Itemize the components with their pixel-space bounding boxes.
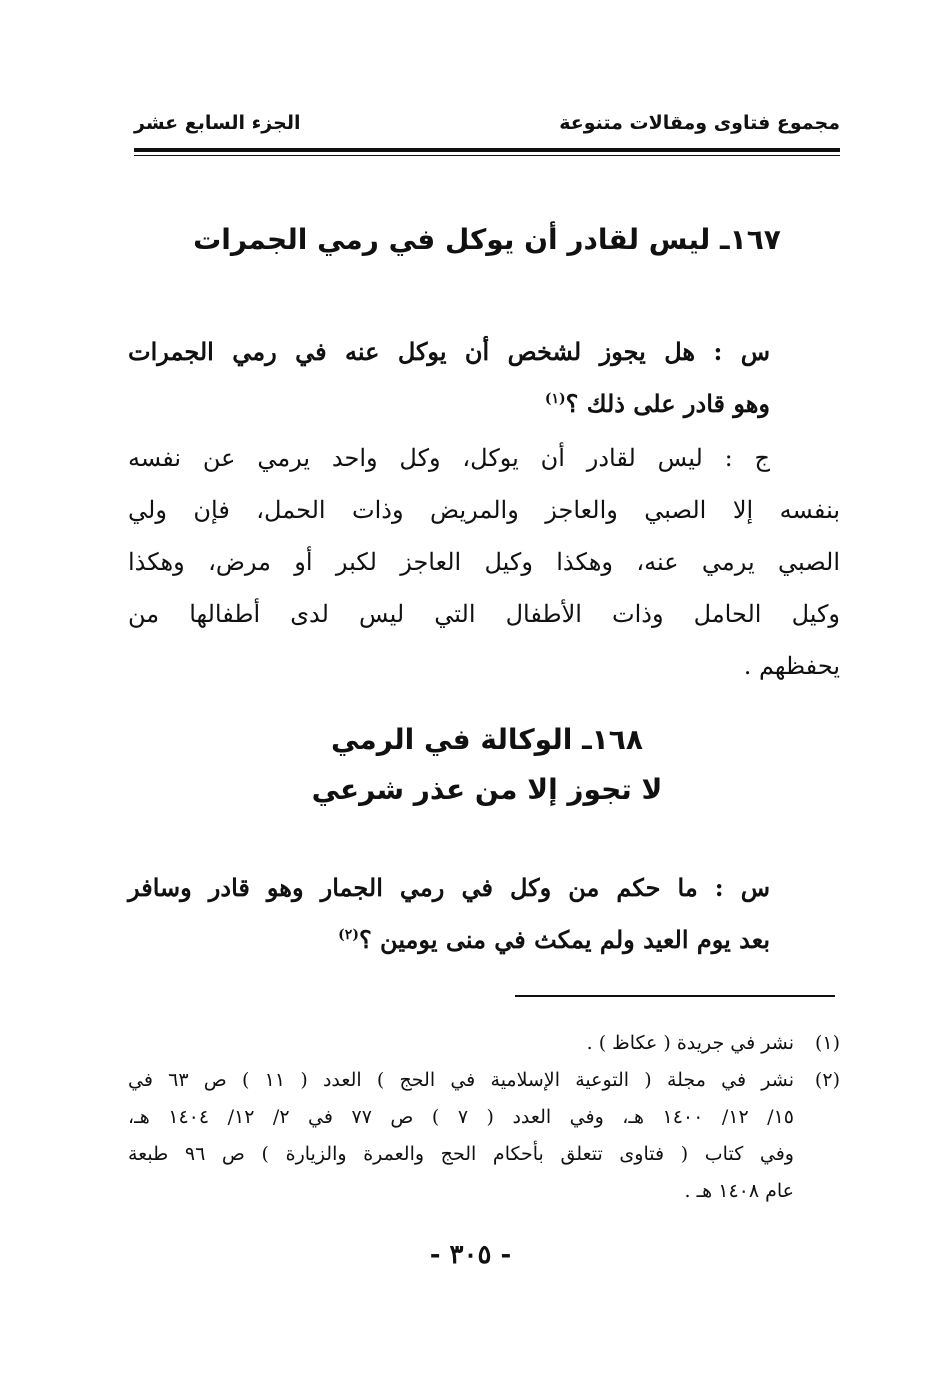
question-line [128, 378, 840, 430]
question-line: س : هل يجوز لشخص أن يوكل عنه في رمي الجمرات [128, 337, 770, 366]
fatwa-168-question [128, 862, 840, 966]
footnotes [128, 1025, 840, 1210]
footnote-ref-2: (٢) [338, 927, 359, 943]
question-line: س : ما حكم من وكل في رمي الجمار وهو قادر وسافر [128, 873, 770, 902]
footnote-separator [515, 995, 835, 997]
book-title: مجموع فتاوى ومقالات متنوعة [559, 112, 840, 134]
answer-line: بنفسه إلا الصبي والعاجز والمريض وذات الحمل، فإن ولي [128, 496, 840, 524]
fatwa-168-title: ١٦٨ـ الوكالة في الرمي [331, 723, 643, 756]
volume-label: الجزء السابع عشر [134, 112, 301, 134]
fatwa-167-title: ١٦٧ـ ليس لقادر أن يوكل في رمي الجمرات [193, 223, 781, 256]
fatwa-168-subtitle: لا تجوز إلا من عذر شرعي [311, 773, 663, 806]
footnote-text: نشر في مجلة ( التوعية الإسلامية في الحج ) العدد ( ١١ ) ص ٦٣ في [128, 1069, 794, 1091]
footnote-number: (١) [814, 1032, 840, 1054]
footnote-text: نشر في جريدة ( عكاظ ) . [586, 1032, 794, 1054]
footnote-2-line [128, 1062, 840, 1099]
footnote-number: (٢) [814, 1069, 840, 1091]
footnote-1 [128, 1025, 840, 1062]
question-text: وهو قادر على ذلك ؟ [565, 389, 770, 418]
footnote-ref-1: (١) [544, 391, 566, 407]
answer-line: يحفظهم . [743, 652, 840, 680]
fatwa-167-answer [128, 432, 840, 692]
footnote-2-line: ١٥/ ١٢/ ١٤٠٠ هـ، وفي العدد ( ٧ ) ص ٧٧ في ٢/ ١٢/ ١٤٠٤ هـ، [128, 1106, 794, 1128]
footnote-2-line: وفي كتاب ( فتاوى تتعلق بأحكام الحج والعمرة والزيارة ) ص ٩٦ طبعة [128, 1143, 794, 1165]
page-number: - ٣٠٥ - [429, 1240, 512, 1270]
running-header [134, 112, 840, 146]
footnote-2-line: عام ١٤٠٨ هـ . [684, 1180, 794, 1202]
question-line [128, 914, 840, 966]
question-text: بعد يوم العيد ولم يمكث في منى يومين ؟ [358, 925, 770, 954]
answer-line: الصبي يرمي عنه، وهكذا وكيل العاجز لكبر أو مرض، وهكذا [128, 548, 840, 576]
fatwa-167-question [128, 326, 840, 430]
header-rule-thin [134, 155, 840, 156]
answer-line: وكيل الحامل وذات الأطفال التي ليس لدى أطفالها من [128, 600, 840, 628]
answer-line: ج : ليس لقادر أن يوكل، وكل واحد يرمي عن نفسه [128, 444, 770, 472]
header-rule [134, 148, 840, 152]
